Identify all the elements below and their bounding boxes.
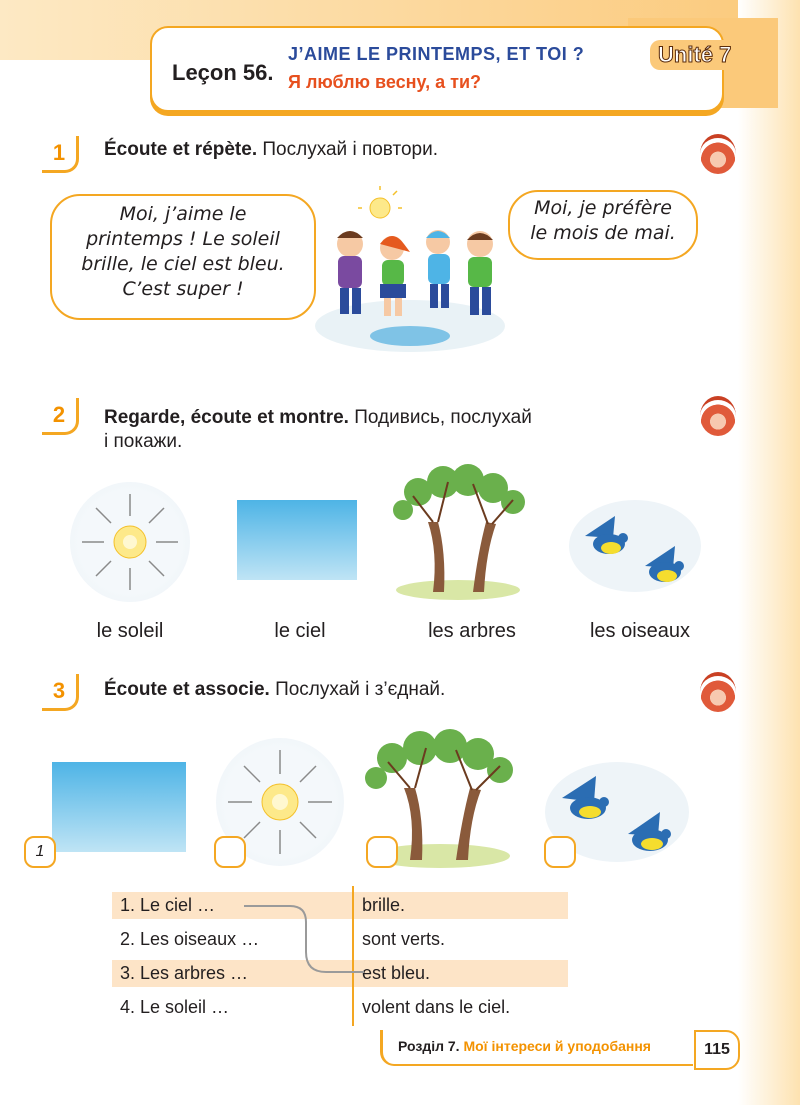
sky-picture [52,762,186,852]
exercise-1-instruction-fr: Écoute et répète. [104,139,258,160]
sun-picture [70,482,190,602]
exercise-1-number: 1 [42,136,79,173]
exercise-2-instruction [104,406,664,454]
bubble-left-line: C’est super ! [122,278,244,300]
right-item-2[interactable]: sont verts. [362,929,446,949]
caption-birds: les oiseaux [589,620,691,642]
lesson-title-ua: Я люблю весну, а ти? [288,72,482,92]
bubble-right-line: Moi, je préfère [534,197,672,219]
footer-section-title: Мої інтереси й уподобання [459,1038,651,1054]
left-item-4[interactable]: 4. Le soleil … [120,997,230,1017]
bubble-right-line: le mois de mai. [530,222,676,244]
exercise-2-number: 2 [42,398,79,435]
right-item-4[interactable]: volent dans le ciel. [362,997,511,1017]
right-item-1[interactable]: brille. [362,895,406,915]
headphones-icon[interactable] [700,396,736,436]
left-item-2[interactable]: 2. Les oiseaux … [120,929,260,949]
lesson-number: Leçon 56. [172,60,274,85]
right-item-3[interactable]: est bleu. [362,963,431,983]
answer-box-4[interactable] [544,836,576,868]
exercise-3-instruction-fr: Écoute et associe. [104,679,270,700]
caption-sky: le ciel [274,620,326,642]
right-decor-band [738,0,800,1105]
caption-sun: le soleil [96,620,164,642]
bubble-left-line: brille, le ciel est bleu. [81,253,285,275]
headphones-icon[interactable] [700,672,736,712]
exercise-2-instruction-ua-2: і покажи. [104,431,183,452]
exercise-1-instruction-ua: Послухай і повтори. [257,139,438,160]
lesson-title-fr: J’AIME LE PRINTEMPS, ET TOI ? [288,44,585,64]
unit-badge: Unité 7 [650,40,739,70]
children-spring-illustration [310,186,510,354]
speech-bubble-left [50,194,316,320]
match-connector-line [240,896,370,982]
headphones-icon[interactable] [700,134,736,174]
speech-bubble-right [508,190,698,260]
exercise-3-instruction [104,678,445,702]
exercise-2-instruction-fr: Regarde, écoute et montre. [104,407,349,428]
left-item-1[interactable]: 1. Le ciel … [120,895,216,915]
caption-trees: les arbres [428,620,516,642]
page-number: 115 [694,1030,740,1070]
exercise-1-instruction [104,138,438,162]
birds-picture [565,496,705,596]
trees-picture [388,452,528,602]
bubble-left-line: printemps ! Le soleil [86,228,280,250]
sun-icon [70,482,190,602]
answer-box-3[interactable] [366,836,398,868]
answer-box-2[interactable] [214,836,246,868]
left-item-3[interactable]: 3. Les arbres … [120,963,249,983]
exercise-3-number: 3 [42,674,79,711]
sky-picture [237,500,357,580]
footer-section-label: Розділ 7. [398,1038,460,1054]
exercise-3-instruction-ua: Послухай і з’єднай. [269,679,446,700]
exercise-2-instruction-ua-1: Подивись, послухай [348,407,532,428]
bubble-left-line: Moi, j’aime le [119,203,247,225]
footer-section [398,1038,651,1054]
answer-box-1[interactable]: 1 [24,836,56,868]
